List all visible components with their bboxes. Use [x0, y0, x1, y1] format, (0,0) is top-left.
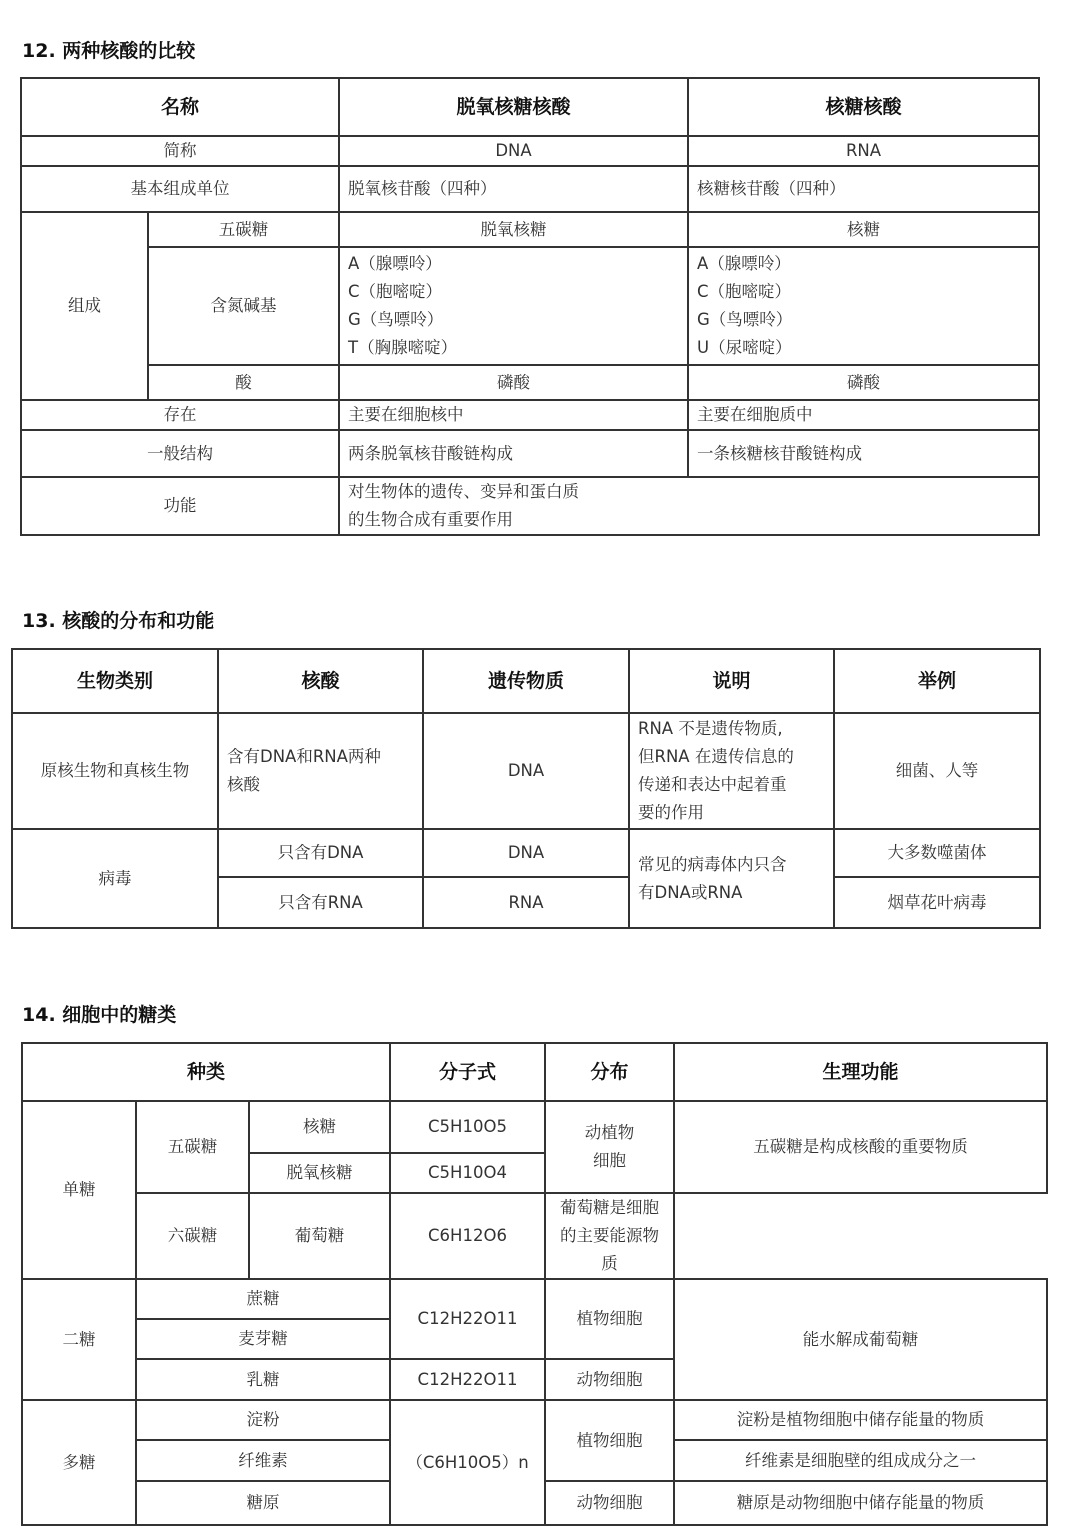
row-label-structure: 一般结构 [21, 430, 339, 477]
nucleic-acid-function: 对生物体的遗传、变异和蛋白质 的生物合成有重要作用 [339, 477, 1039, 535]
header-rna-full: 核糖核酸 [688, 78, 1039, 136]
category-polysaccharide: 多糖 [22, 1400, 136, 1525]
row-label-function: 功能 [21, 477, 339, 535]
row-label-base: 含氮碱基 [148, 247, 339, 365]
sugar-sucrose: 蔗糖 [136, 1279, 390, 1319]
nucleic-acid-distribution-table [11, 648, 1041, 929]
rna-abbr: RNA [688, 136, 1039, 166]
rna-acid: 磷酸 [688, 365, 1039, 400]
category-disaccharide: 二糖 [22, 1279, 136, 1400]
formula-lactose: C12H22O11 [390, 1359, 545, 1400]
cellular-nucleic-acid: 含有DNA和RNA两种 核酸 [218, 713, 423, 829]
rna-bases: A（腺嘌呤） C（胞嘧啶） G（鸟嘌呤） U（尿嘧啶） [688, 247, 1039, 365]
cellular-example: 细菌、人等 [834, 713, 1040, 829]
sugar-cellulose: 纤维素 [136, 1440, 390, 1481]
glucose-function: 葡萄糖是细胞的主要能源物质 [545, 1193, 674, 1279]
row-label-sugar: 五碳糖 [148, 212, 339, 247]
virus-rna-genetic: RNA [423, 877, 629, 928]
pentose-distribution: 动植物 细胞 [545, 1101, 674, 1193]
sugar-lactose: 乳糖 [136, 1359, 390, 1400]
formula-polysaccharide: （C6H10O5）n [390, 1400, 545, 1525]
dna-structure: 两条脱氧核苷酸链构成 [339, 430, 688, 477]
row-label-exist: 存在 [21, 400, 339, 430]
dna-acid: 磷酸 [339, 365, 688, 400]
rna-structure: 一条核糖核苷酸链构成 [688, 430, 1039, 477]
section-12-title: 12. 两种核酸的比较 [22, 40, 196, 62]
cellulose-function: 纤维素是细胞壁的组成成分之一 [674, 1440, 1047, 1481]
dna-exist: 主要在细胞核中 [339, 400, 688, 430]
cell-carbohydrates-table [21, 1042, 1048, 1526]
header-note: 说明 [629, 649, 834, 713]
sugar-glucose: 葡萄糖 [249, 1193, 390, 1279]
dna-sugar: 脱氧核糖 [339, 212, 688, 247]
organism-cellular: 原核生物和真核生物 [12, 713, 218, 829]
subcategory-pentose: 五碳糖 [136, 1101, 249, 1193]
starch-function: 淀粉是植物细胞中储存能量的物质 [674, 1400, 1047, 1440]
glycogen-distribution: 动物细胞 [545, 1481, 674, 1525]
header-distribution: 分布 [545, 1043, 674, 1101]
header-genetic-material: 遗传物质 [423, 649, 629, 713]
virus-rna-example: 烟草花叶病毒 [834, 877, 1040, 928]
sugar-starch: 淀粉 [136, 1400, 390, 1440]
subcategory-hexose: 六碳糖 [136, 1193, 249, 1279]
row-label-abbr: 简称 [21, 136, 339, 166]
organism-virus: 病毒 [12, 829, 218, 928]
dna-unit: 脱氧核苷酸（四种） [339, 166, 688, 212]
header-dna-full: 脱氧核糖核酸 [339, 78, 688, 136]
nucleic-acid-comparison-table [20, 77, 1040, 536]
sugar-deoxyribose: 脱氧核糖 [249, 1153, 390, 1193]
sugar-ribose: 核糖 [249, 1101, 390, 1153]
cellular-genetic-material: DNA [423, 713, 629, 829]
header-example: 举例 [834, 649, 1040, 713]
formula-sucrose-maltose: C12H22O11 [390, 1279, 545, 1359]
formula-deoxyribose: C5H10O4 [390, 1153, 545, 1193]
pentose-function: 五碳糖是构成核酸的重要物质 [674, 1101, 1047, 1193]
dna-bases: A（腺嘌呤） C（胞嘧啶） G（鸟嘌呤） T（胸腺嘧啶） [339, 247, 688, 365]
virus-dna-example: 大多数噬菌体 [834, 829, 1040, 877]
sugar-glycogen: 糖原 [136, 1481, 390, 1525]
header-formula: 分子式 [390, 1043, 545, 1101]
lactose-distribution: 动物细胞 [545, 1359, 674, 1400]
section-13-title: 13. 核酸的分布和功能 [22, 610, 215, 632]
row-label-acid: 酸 [148, 365, 339, 400]
starch-cellulose-distribution: 植物细胞 [545, 1400, 674, 1481]
row-label-unit: 基本组成单位 [21, 166, 339, 212]
virus-dna-only: 只含有DNA [218, 829, 423, 877]
rna-unit: 核糖核苷酸（四种） [688, 166, 1039, 212]
section-14-title: 14. 细胞中的糖类 [22, 1004, 177, 1026]
rna-sugar: 核糖 [688, 212, 1039, 247]
glycogen-function: 糖原是动物细胞中储存能量的物质 [674, 1481, 1047, 1525]
disaccharide-function: 能水解成葡萄糖 [674, 1279, 1047, 1400]
dna-abbr: DNA [339, 136, 688, 166]
cellular-note: RNA 不是遗传物质, 但RNA 在遗传信息的 传递和表达中起着重 要的作用 [629, 713, 834, 829]
header-name: 名称 [21, 78, 339, 136]
header-kind: 种类 [22, 1043, 390, 1101]
virus-note: 常见的病毒体内只含 有DNA或RNA [629, 829, 834, 928]
formula-ribose: C5H10O5 [390, 1101, 545, 1153]
category-monosaccharide: 单糖 [22, 1101, 136, 1279]
header-nucleic-acid: 核酸 [218, 649, 423, 713]
sucrose-maltose-distribution: 植物细胞 [545, 1279, 674, 1359]
rna-exist: 主要在细胞质中 [688, 400, 1039, 430]
virus-rna-only: 只含有RNA [218, 877, 423, 928]
virus-dna-genetic: DNA [423, 829, 629, 877]
formula-glucose: C6H12O6 [390, 1193, 545, 1279]
header-physiological-function: 生理功能 [674, 1043, 1047, 1101]
row-label-composition: 组成 [21, 212, 148, 400]
header-organism: 生物类别 [12, 649, 218, 713]
sugar-maltose: 麦芽糖 [136, 1319, 390, 1359]
